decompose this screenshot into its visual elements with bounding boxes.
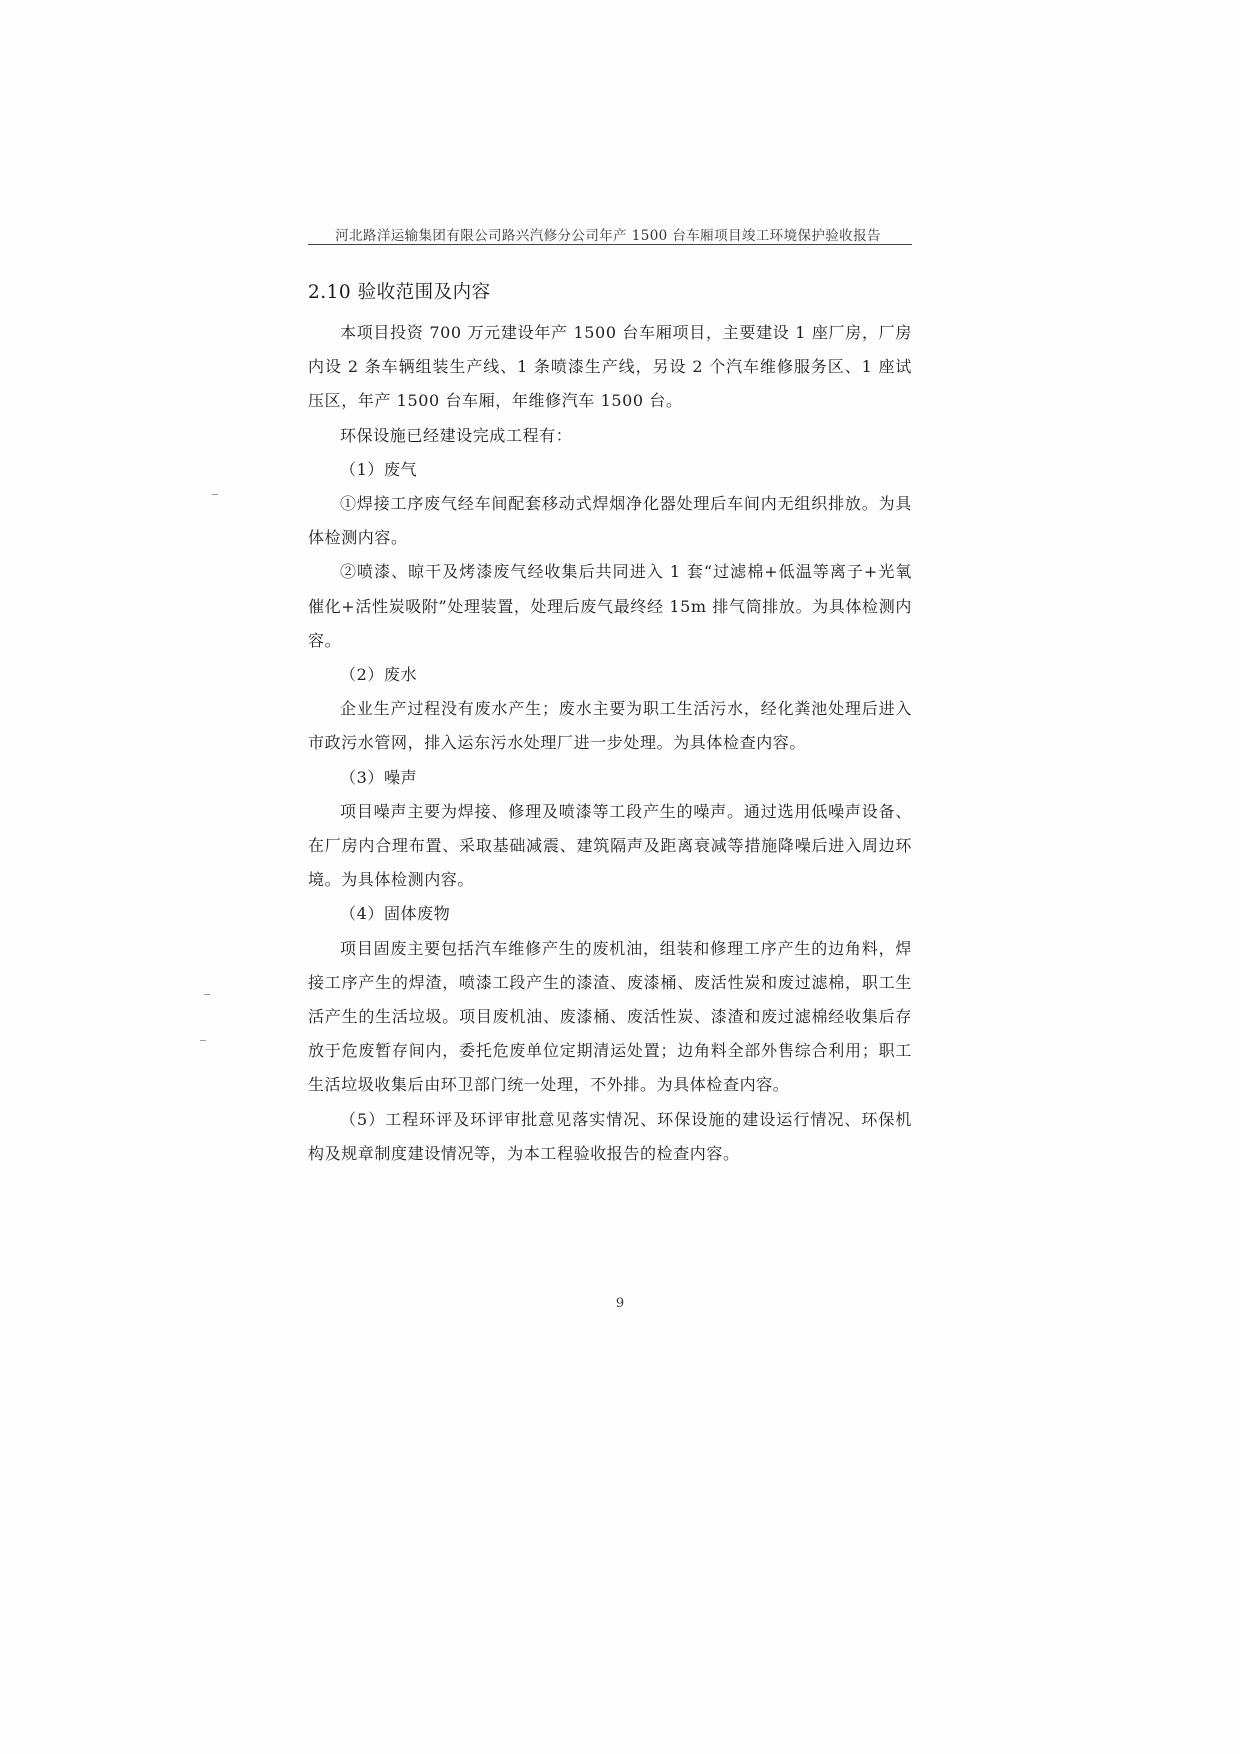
paragraph-waste-water: 企业生产过程没有废水产生；废水主要为职工生活污水，经化粪池处理后进入市政污水管网，排入运东污水处理厂进一步处理。为具体检查内容。	[308, 699, 912, 753]
body-text	[308, 316, 912, 1171]
header-divider	[308, 244, 912, 245]
scan-speck	[204, 994, 210, 995]
section-title: 2.10 验收范围及内容	[308, 282, 491, 303]
subheading-waste-water: （2）废水	[340, 665, 418, 685]
page-number: 9	[615, 1296, 625, 1311]
paragraph-noise: 项目噪声主要为焊接、修理及喷漆等工段产生的噪声。通过选用低噪声设备、在厂房内合理布置、采取基础减震、建筑隔声及距离衰减等措施降噪后进入周边环境。为具体检测内容。	[308, 801, 912, 890]
scan-speck	[212, 494, 218, 495]
paragraph-inspection-scope: （5）工程环评及环评审批意见落实情况、环保设施的建设运行情况、环保机构及规章制度建设情况等，为本工程验收报告的检查内容。	[308, 1109, 912, 1163]
paragraph-welding-gas: ①焊接工序废气经车间配套移动式焊烟净化器处理后车间内无组织排放。为具体检测内容。	[308, 494, 912, 548]
scan-speck	[200, 1040, 206, 1041]
paragraph-painting-gas: ②喷漆、晾干及烤漆废气经收集后共同进入 1 套“过滤棉+低温等离子+光氧催化+活性炭吸附”处理装置，处理后废气最终经 15m 排气筒排放。为具体检测内容。	[308, 562, 912, 650]
paragraph-project-overview: 本项目投资 700 万元建设年产 1500 台车厢项目，主要建设 1 座厂房，厂房内设 2 条车辆组装生产线、1 条喷漆生产线，另设 2 个汽车维修服务区、1 座试压区，年产 1500 台车厢，年维修汽车 1500 台。	[308, 323, 912, 411]
paragraph-solid-waste: 项目固废主要包括汽车维修产生的废机油，组装和修理工序产生的边角料，焊接工序产生的焊渣，喷漆工段产生的漆渣、废漆桶、废活性炭和废过滤棉，职工生活产生的生活垃圾。项目废机油、废漆桶、废活性炭、漆渣和废过滤棉经收集后存放于危废暂存间内，委托危废单位定期清运处置；边角料全部外售综合利用；职工生活垃圾收集后由环卫部门统一处理，不外排。为具体检查内容。	[308, 938, 912, 1095]
subheading-noise: （3）噪声	[340, 767, 418, 787]
running-header: 河北路洋运输集团有限公司路兴汽修分公司年产 1500 台车厢项目竣工环境保护验收报告	[335, 228, 881, 244]
paragraph-env-facilities-intro: 环保设施已经建设完成工程有：	[340, 425, 573, 445]
subheading-solid-waste: （4）固体废物	[340, 904, 451, 924]
subheading-waste-gas: （1）废气	[340, 459, 418, 479]
